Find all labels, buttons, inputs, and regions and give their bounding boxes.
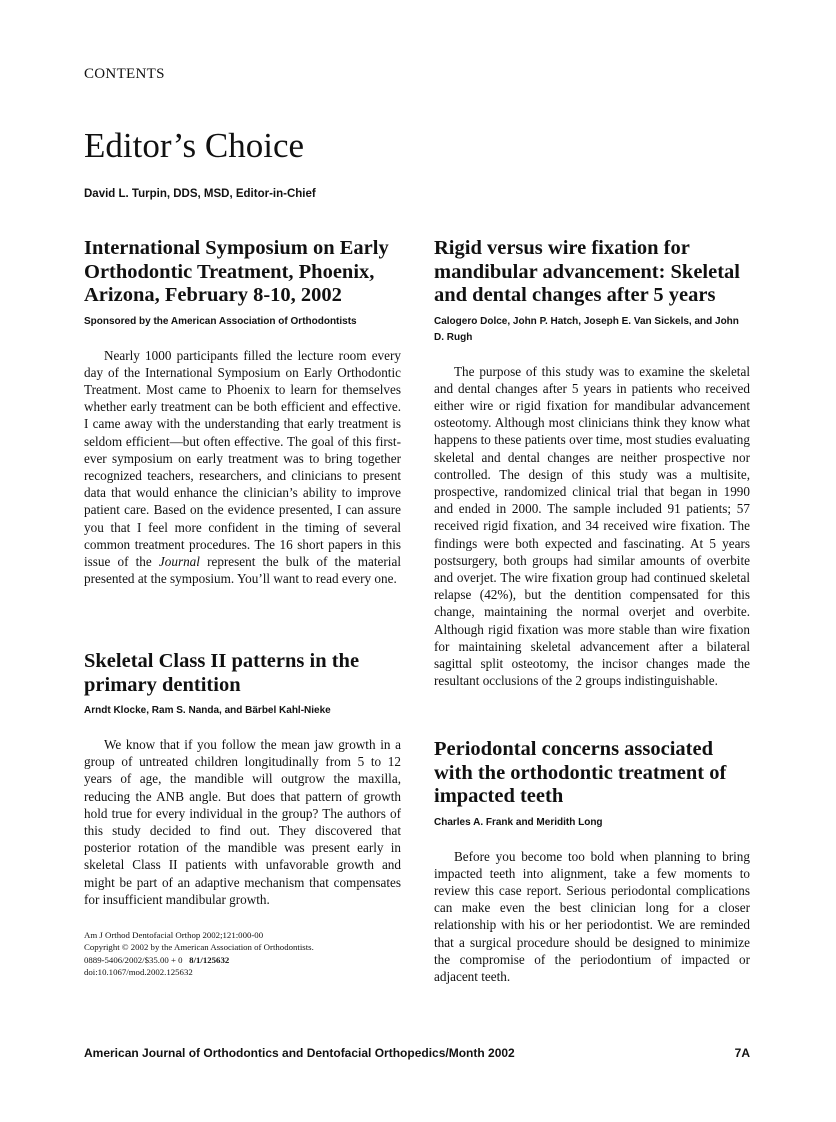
article-body: Nearly 1000 participants filled the lecture room every day of the International Symposium on Early Orthodontic Treatment. Most came to Phoenix to learn for themselves whether early treatment can be both efficient and effective. I came away with the understanding that early treatment is seldom efficient—but often effective. The goal of this first-ever symposium on early treatment was to bring together recognized teachers, researchers, and clinicians to present data that would enhance the clinician’s ability to improve patient care. Based on the evidence presented, I can assure you that I feel more confident in the timing of several common treatment procedures. The 16 short papers in this issue of the Journal represent the bulk of the material presented at the symposium. You’ll want to read every one. xyxy=(84,347,401,587)
page-title: Editor’s Choice xyxy=(84,126,305,165)
editor-byline: David L. Turpin, DDS, MSD, Editor-in-Chief xyxy=(84,188,316,200)
article-body: We know that if you follow the mean jaw growth in a group of untreated children longitudinally from 5 to 12 years of age, the mandible will outgrow the maxilla, reducing the ANB angle. But does that pattern of growth hold true for every individual in the group? The authors of this study decided to find out. They discovered that posterior rotation of the mandible was present early in skeletal Class II patients with unfavorable growth and might be part of an adaptive mechanism that compensates for insufficient mandibular growth. xyxy=(84,737,401,907)
issn-line: 0889-5406/2002/$35.00 + 0 8/1/125632 xyxy=(84,954,230,965)
article-title: Rigid versus wire fixation for mandibular advancement: Skeletal and dental changes after 5 years xyxy=(434,237,740,306)
article-body: The purpose of this study was to examine the skeletal and dental changes after 5 years in patients who received either wire or rigid fixation for mandibular advancement osteotomy. Although most clinicians think they know what happens to these patients over time, most studies evaluating skeletal and dental changes are neither prospective nor controlled. The design of this study was a multisite, prospective, randomized clinical trial that began in 1990 and ended in 2000. The sample included 91 patients; 57 received rigid fixation, and 34 received wire fixation. The findings were both expected and fascinating. At 5 years postsurgery, both groups had similar amounts of overbite and overjet. The wire fixation group had continued skeletal relapse (42%), but the dentition compensated for this change, maintaining the normal overjet and overbite. Although rigid fixation was more stable than wire fixation for maintaining skeletal advancement after a bilateral sagittal split osteotomy, the incisor changes made the resultant occlusions of the 2 groups indistinguishable. xyxy=(434,363,750,689)
citation-footnote xyxy=(84,929,314,978)
article-byline: Arndt Klocke, Ram S. Nanda, and Bärbel Kahl-Nieke xyxy=(84,705,331,716)
article-symposium xyxy=(84,237,401,587)
copyright-line: Copyright © 2002 by the American Association of Orthodontists. xyxy=(84,942,314,953)
article-title: International Symposium on Early Orthodontic Treatment, Phoenix, Arizona, February 8-10, 2002 xyxy=(84,237,389,306)
article-skeletal-class-ii xyxy=(84,650,401,908)
article-periodontal xyxy=(434,738,750,985)
article-rigid-wire-fixation xyxy=(434,237,750,689)
article-byline: Sponsored by the American Association of Orthodontists xyxy=(84,315,357,327)
journal-name: American Journal of Orthodontics and Dentofacial Orthopedics/Month 2002 xyxy=(84,1046,515,1060)
page-footer xyxy=(84,1046,750,1060)
article-title: Periodontal concerns associated with the orthodontic treatment of impacted teeth xyxy=(434,738,727,807)
citation-line: Am J Orthod Dentofacial Orthop 2002;121:000-00 xyxy=(84,930,264,940)
article-title: Skeletal Class II patterns in the primary dentition xyxy=(84,650,360,696)
article-byline: Calogero Dolce, John P. Hatch, Joseph E. Van Sickels, and John D. Rugh xyxy=(434,315,739,343)
doi-line: doi:10.1067/mod.2002.125632 xyxy=(84,966,193,977)
section-label: CONTENTS xyxy=(84,66,165,82)
page-number: 7A xyxy=(734,1046,750,1060)
article-body: Before you become too bold when planning to bring impacted teeth into alignment, take a few moments to review this case report. Serious periodontal complications can make even the best clinician long for a closer relationship with his or her periodontist. We are reminded that a surgical procedure should be designed to minimize the compromise of the periodontium of impacted or adjacent teeth. xyxy=(434,848,750,984)
article-byline: Charles A. Frank and Meridith Long xyxy=(434,816,603,828)
